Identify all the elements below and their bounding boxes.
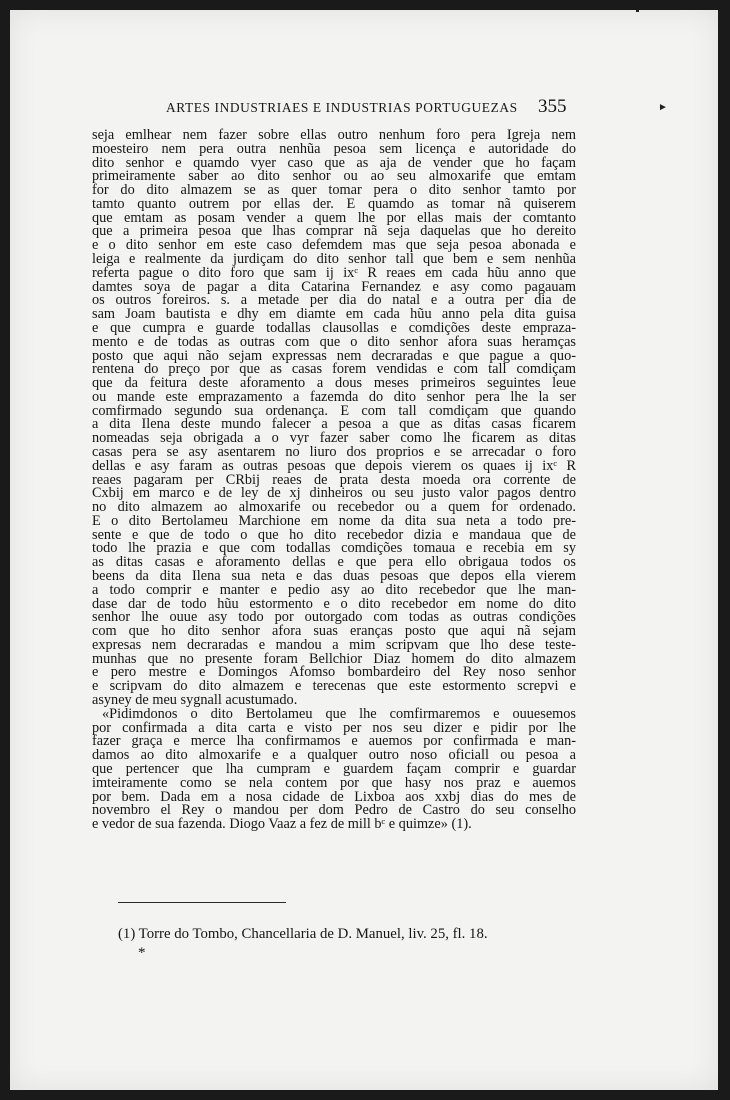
text-line: seja emlhear nem fazer sobre ellas outro nenhum foro pera Igreja nem xyxy=(92,127,576,143)
text-line: moesteiro nem pera outra nenhũa pesoa sem licença e autoridade do xyxy=(92,140,576,157)
text-line: sam Joam bautista e dhy em diamte em cada hũu anno pela dita guisa xyxy=(92,306,576,323)
text-line: e pero mestre e Domingos Afomso bombardeiro del Rey noso senhor xyxy=(92,664,576,681)
text-line: a todo comprir e manter e pedio asy ao dito recebedor que lhe man- xyxy=(92,581,576,598)
text-line: casas pera se asy asentarem no liuro dos proprios e se arrecadar o foro xyxy=(92,443,576,460)
text-line: dase dar de todo hũu estormento e o dito recebedor em nome do dito xyxy=(92,595,576,612)
text-line: e scripvam do dito almazem e terecenas que este estormento screpvi e xyxy=(92,678,576,695)
text-line: nomeadas seja obrigada a o vyr fazer saber como lhe ficarem as ditas xyxy=(92,430,576,447)
text-line: reaes pagaram per CRbij reaes de prata desta moeda ora corrente de xyxy=(92,471,576,488)
text-line: ou mande este emprazamento a fazemda do dito senhor pera lhe la ser xyxy=(92,388,576,405)
text-line: e que cumpra e guarde todallas clausollas e comdições deste empraza- xyxy=(92,319,576,336)
footnote-rule xyxy=(118,902,286,903)
text-line: dellas e asy faram as outras pesoas que depois vierem os quaes ij ixᶜ R xyxy=(92,457,576,474)
text-line: as ditas casas e aforamento dellas e que pera ello obrigaua todos os xyxy=(92,554,576,571)
text-line: damtes soya de pagar a dita Catarina Fernandez e asy como pagauam xyxy=(92,278,576,295)
text-line: beens da dita Ilena sua neta e das duas pesoas que depos ella vierem xyxy=(92,568,576,584)
text-line: a dita Ilena deste mundo falecer a pesoa a que as ditas casas ficarem xyxy=(92,416,576,433)
text-line: leiga e realmente da jurdiçam do dito senhor tall que bem e sem nenhũa xyxy=(92,251,576,268)
text-line: todo lhe prazia e que com todallas comdições tomaua e recebia em sy xyxy=(92,540,576,557)
text-line: posto que aqui não sejam expressas nem decraradas e que pague a quo- xyxy=(92,347,576,364)
scan-tick-mark xyxy=(636,10,639,12)
text-line: mento e de todas as outras com que o dito senhor afora suas heramças xyxy=(92,333,576,350)
text-line: e o dito senhor em este caso defemdem mas que seja pesoa abonada e xyxy=(92,237,576,254)
footnote-asterisk: * xyxy=(138,945,146,961)
text-line: asyney de meu sygnall acustumado. xyxy=(92,692,298,709)
text-line: «Pidimdonos o dito Bertolameu que lhe comfirmaremos e ouuesemos xyxy=(102,705,576,722)
page-number: 355 xyxy=(538,96,567,117)
text-line: rentena do preço por que as casas forem vendidas e com tall comdiçam xyxy=(92,361,576,378)
text-line: que da feitura deste aforamento a dous meses primeiros seguintes leue xyxy=(92,375,576,392)
text-line: for do dito almazem se as quer tomar pera o dito senhor tamto por xyxy=(92,182,576,199)
text-line: expresas nem decraradas e mandou a mim scripvam que lho dese teste- xyxy=(92,636,576,653)
text-line: novembro el Rey o mandou per dom Pedro de Castro do seu conselho xyxy=(92,802,576,819)
header-title: ARTES INDUSTRIAES E INDUSTRIAS PORTUGUEZAS xyxy=(166,100,518,115)
text-line: comfirmado segundo sua ordenança. E com tall comdiçam que quando xyxy=(92,402,576,419)
text-line: por confirmada a dita carta e visto per nos seu dizer e pidir por lhe xyxy=(92,719,576,736)
text-line: senhor lhe ouue asy todo por outorgado com todas as outras condições xyxy=(92,609,576,626)
text-line: e vedor de sua fazenda. Diogo Vaaz a fez de mill bᶜ e quimze» (1). xyxy=(92,816,472,833)
text-line: que a primeira pesoa que lhas comprar nã seja daquelas que ho dereito xyxy=(92,223,576,240)
text-line: fazer graça e merce lha confirmamos e auemos por confirmada e man- xyxy=(92,733,576,750)
text-line: no dito almazem ao almoxarife ou recebedor ou a quem for ordenado. xyxy=(92,499,576,516)
text-line: damos ao dito almoxarife e a qualquer outro noso oficiall ou pesoa a xyxy=(92,747,576,764)
text-line: referta pague o dito foro que sam ij ixᶜ R reaes em cada hũu anno que xyxy=(92,264,576,281)
running-header xyxy=(10,96,718,124)
text-line: os outros foreiros. s. a metade per dia do natal e a outra per dia de xyxy=(92,292,576,309)
text-line: com que ho dito senhor afora suas eranças posto que aqui nã sejam xyxy=(92,623,576,640)
text-line: dito senhor e quamdo vyer caso que as aja de vender que ho façam xyxy=(92,154,576,171)
text-line: que pertencer que lha cumpram e guardem façam comprir e guardar xyxy=(92,760,576,777)
text-line: sente e que de todo o que ho dito recebedor dizia e mandaua que de xyxy=(92,526,576,543)
body-text xyxy=(92,129,576,832)
document-page xyxy=(10,10,718,1090)
text-line: munhas que no presente foram Bellchior Diaz homem do dito almazem xyxy=(92,650,576,667)
text-line: primeiramente saber ao dito senhor ou ao seu almoxarife que emtam xyxy=(92,168,576,185)
text-line: imteiramente como se nela contem por que hasy nos praz e auemos xyxy=(92,774,576,791)
text-line: por bem. Dada em a nosa cidade de Lixboa aos xxbj dias do mes de xyxy=(92,788,576,805)
text-line: E o dito Bertolameu Marchione em nome da dita sua neta a todo pre- xyxy=(92,512,576,529)
text-line: que emtam as posam vender a quem lhe por ellas mais der comtanto xyxy=(92,209,576,226)
margin-mark: ► xyxy=(658,102,668,113)
text-line: Cxbij em marco e de ley de xj dinheiros ou seu justo valor pagos dentro xyxy=(92,485,576,502)
text-line: tamto quanto outrem por ellas der. E quamdo as tomar nã quiserem xyxy=(92,195,576,212)
footnote: (1) Torre do Tombo, Chancellaria de D. Manuel, liv. 25, fl. 18. xyxy=(118,926,488,942)
